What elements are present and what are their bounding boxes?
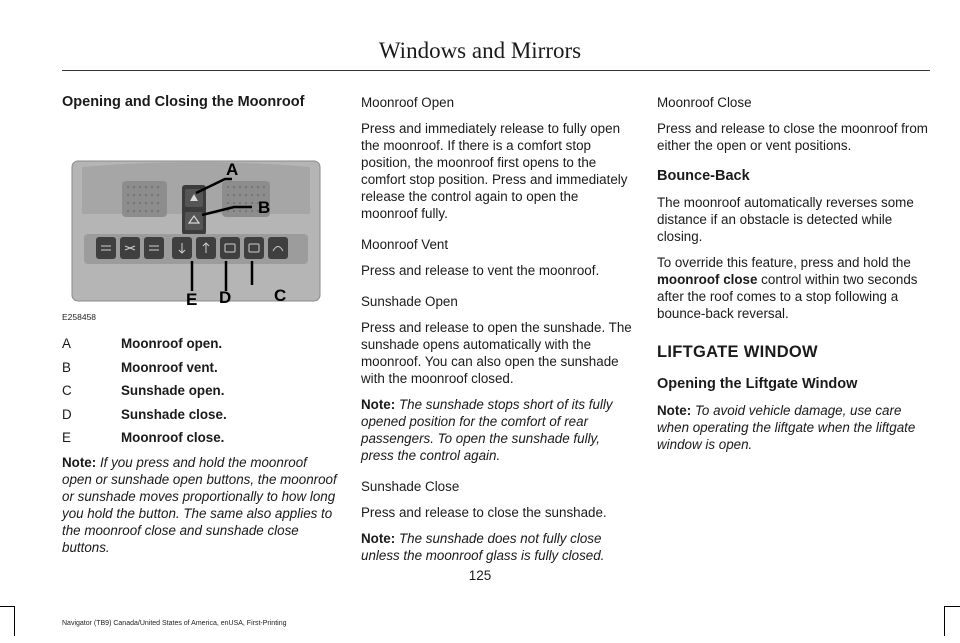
paragraph-moonroof-vent: Press and release to vent the moonroof. <box>361 263 600 278</box>
note-label: Note: <box>361 531 396 546</box>
section-heading-liftgate: LIFTGATE WINDOW <box>657 343 818 361</box>
legend-key: E <box>62 430 71 445</box>
crop-mark <box>0 606 14 607</box>
legend-text: Moonroof vent. <box>121 359 218 375</box>
callout-b: B <box>258 198 271 217</box>
text-segment: control within two seconds after the roof comes to a stop following a bounce-back reversal. <box>657 272 918 321</box>
callout-d: D <box>219 288 232 307</box>
callout-c: C <box>274 286 287 305</box>
note-text: The sunshade does not fully close unless the moonroof glass is fully closed. <box>361 531 605 563</box>
callout-e: E <box>186 290 198 309</box>
note-text: To avoid vehicle damage, use care when operating the liftgate when the liftgate window is open. <box>657 403 916 452</box>
paragraph-sunshade-open: Press and release to open the sunshade. The sunshade opens automatically with the moonroof. You can also open the sunshade with the moonroof closed. <box>361 320 632 386</box>
column-1 <box>62 94 337 556</box>
paragraph-bounce-back-2 <box>657 254 929 322</box>
column-3 <box>657 94 929 462</box>
note-liftgate <box>657 402 929 453</box>
legend-key: D <box>62 406 72 422</box>
legend-key: A <box>62 336 71 351</box>
subheading-moonroof-close: Moonroof Close <box>657 95 752 110</box>
note-text: If you press and hold the moonroof open or sunshade open buttons, the moonroof or sunshade moves proportionally to how long you hold the button. The same also applies to the moonroof close and sunshade close buttons. <box>62 455 337 555</box>
footer-print-info: Navigator (TB9) Canada/United States of America, enUSA, First-Printing <box>62 620 287 627</box>
note-label: Note: <box>361 397 396 412</box>
legend-row <box>62 335 337 352</box>
legend-text: Moonroof open. <box>121 336 223 351</box>
legend-row <box>62 382 337 399</box>
note-label: Note: <box>657 403 692 418</box>
note-proportional <box>62 454 337 556</box>
control-name-moonroof-close: moonroof close <box>657 272 758 287</box>
note-sunshade-close <box>361 530 633 564</box>
legend-row <box>62 406 337 423</box>
paragraph-moonroof-open: Press and immediately release to fully open the moonroof. If there is a comfort stop position, the moonroof first opens to the comfort stop position. Press and immediately release the control again to open the moonroof fully. <box>361 121 628 221</box>
column-2 <box>361 94 633 573</box>
crop-mark <box>14 606 15 636</box>
moonroof-controls-figure <box>62 119 324 322</box>
subheading-moonroof-vent: Moonroof Vent <box>361 237 449 252</box>
page-header-title: Windows and Mirrors <box>378 38 582 63</box>
legend-text: Sunshade open. <box>121 383 225 398</box>
crop-mark <box>945 606 960 607</box>
figure-legend <box>62 335 337 446</box>
subheading-moonroof-open: Moonroof Open <box>361 95 455 110</box>
note-sunshade-stop <box>361 396 633 464</box>
note-label: Note: <box>62 455 97 470</box>
figure-id: E258458 <box>62 312 97 322</box>
note-text: The sunshade stops short of its fully opened position for the comfort of rear passengers. To open the sunshade fully, press the control again. <box>361 397 613 463</box>
page-number: 125 <box>468 568 492 583</box>
heading-bounce-back: Bounce-Back <box>657 168 750 184</box>
text-segment: To override this feature, press and hold the <box>657 255 911 270</box>
crop-mark <box>944 606 945 636</box>
subheading-sunshade-open: Sunshade Open <box>361 294 458 309</box>
heading-opening-liftgate: Opening the Liftgate Window <box>657 376 858 392</box>
subheading-sunshade-close: Sunshade Close <box>361 479 460 494</box>
section-heading-moonroof: Opening and Closing the Moonroof <box>62 94 305 110</box>
callout-a: A <box>226 160 239 179</box>
header-divider <box>62 70 930 71</box>
paragraph-moonroof-close: Press and release to close the moonroof from either the open or vent positions. <box>657 121 928 153</box>
paragraph-sunshade-close: Press and release to close the sunshade. <box>361 505 607 520</box>
legend-key: B <box>62 359 71 375</box>
paragraph-bounce-back-1: The moonroof automatically reverses some distance if an obstacle is detected while closing. <box>657 195 914 244</box>
legend-text: Sunshade close. <box>121 406 227 422</box>
overhead-console-illustration <box>62 119 324 319</box>
legend-row <box>62 429 337 446</box>
legend-row <box>62 359 337 376</box>
legend-text: Moonroof close. <box>121 430 225 445</box>
legend-key: C <box>62 383 72 398</box>
